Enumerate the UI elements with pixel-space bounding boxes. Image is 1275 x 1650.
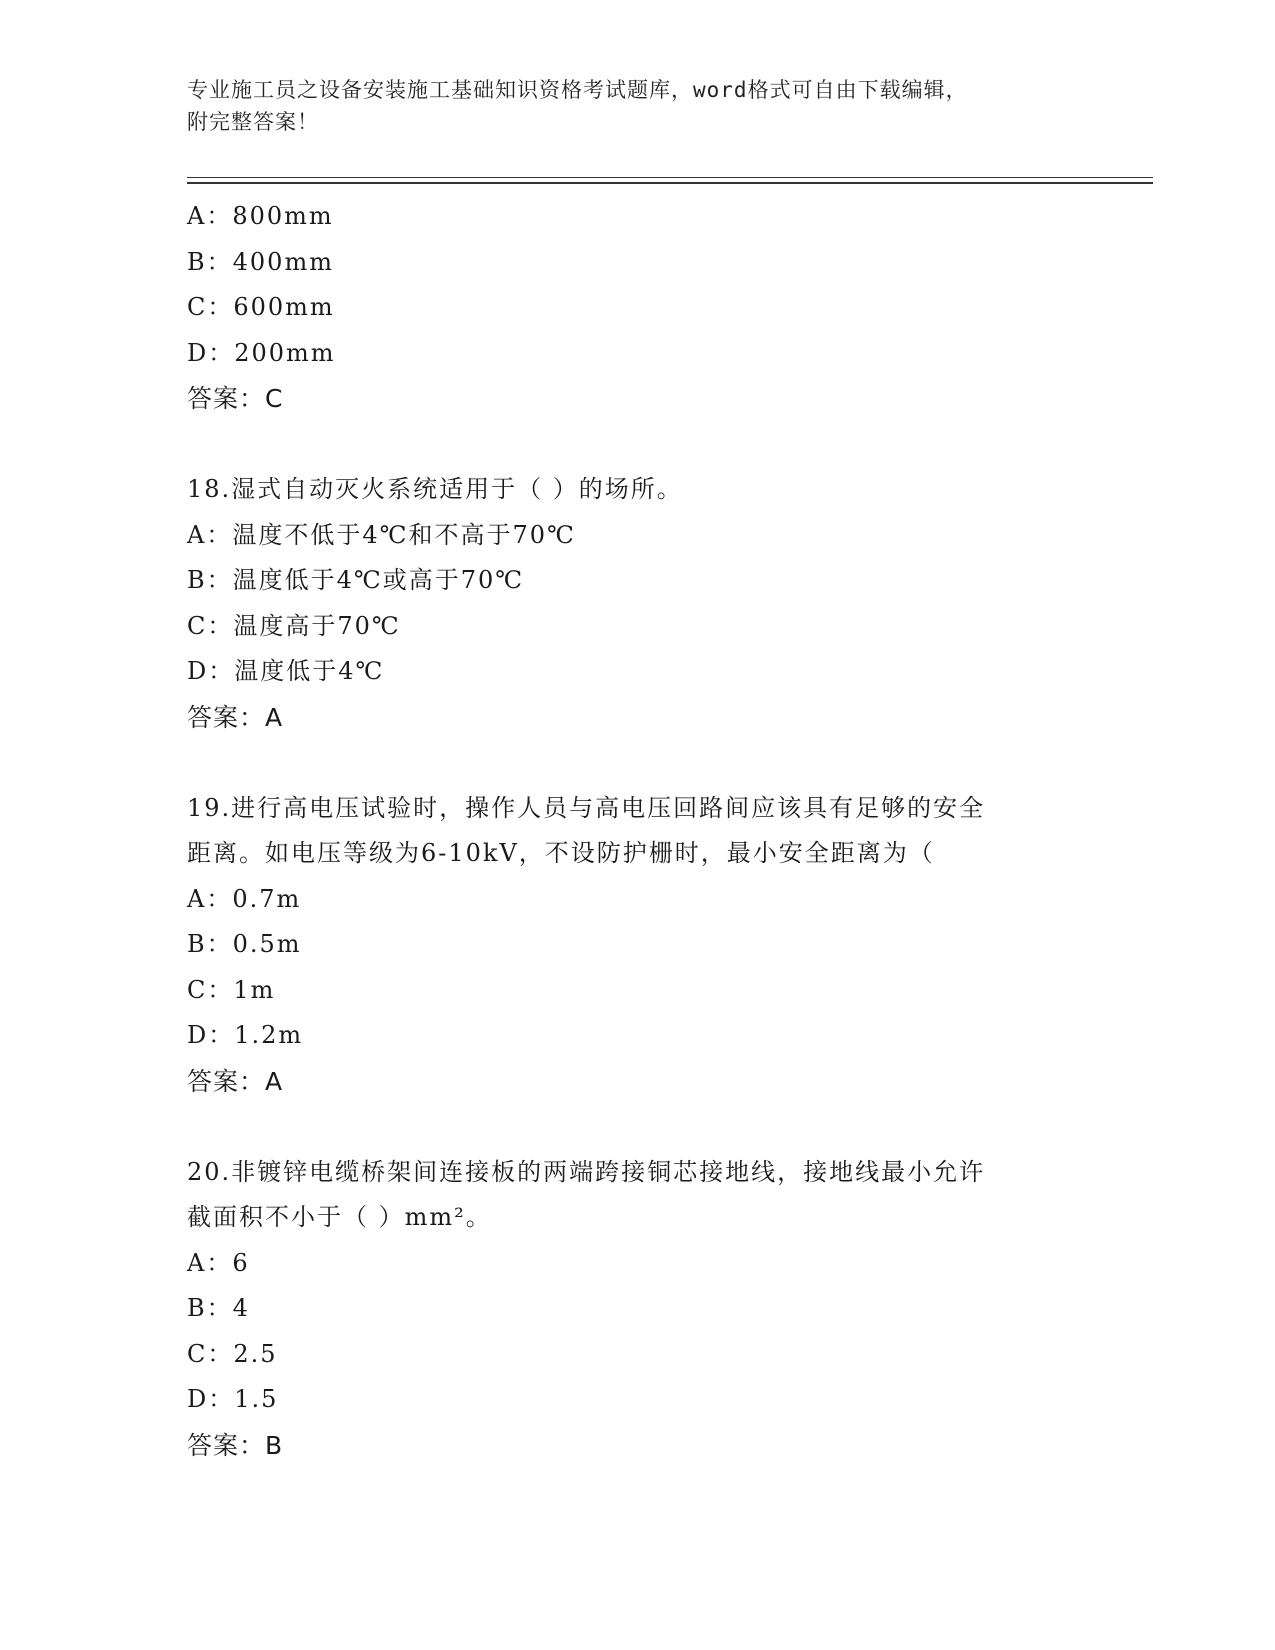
question-20-option-d: D：1.5 [187,1385,279,1413]
question-17-option-c: C：600mm [187,293,335,321]
page-header [187,74,1087,138]
question-20-stem-line-1: 20.非镀锌电缆桥架间连接板的两端跨接铜芯接地线，接地线最小允许 [187,1157,986,1186]
question-17-option-b: B：400mm [187,247,334,276]
question-18-option-d: D：温度低于4℃ [187,657,385,685]
question-17-option-a: A：800mm [187,202,334,230]
header-line-1: 专业施工员之设备安装施工基础知识资格考试题库，word格式可自由下载编辑， [187,78,968,102]
spacer [187,740,1087,786]
question-17-option-d: D：200mm [187,338,336,367]
question-18-block [187,467,1087,740]
spacer [187,1104,1087,1150]
header-divider-thin [187,177,1153,178]
header-line-2: 附完整答案！ [187,110,319,134]
question-19-stem-line-1: 19.进行高电压试验时，操作人员与高电压回路间应该具有足够的安全 [187,793,986,822]
question-20-option-b: B：4 [187,1294,250,1322]
question-20-stem-line-2: 截面积不小于（ ）mm²。 [187,1203,492,1231]
question-19-option-c: C：1m [187,975,276,1004]
question-19-answer: 答案：A [187,1066,284,1096]
question-list [187,194,1087,1468]
question-19-option-d: D：1.2m [187,1021,304,1049]
question-18-answer: 答案：A [187,702,284,732]
question-20-option-c: C：2.5 [187,1339,278,1368]
question-19-block [187,786,1087,1105]
header-divider-thick [187,182,1153,184]
question-19-option-b: B：0.5m [187,930,302,958]
question-18-option-b: B：温度低于4℃或高于70℃ [187,566,525,594]
question-20-option-a: A：6 [187,1248,250,1277]
question-20-block [187,1150,1087,1469]
question-20-answer: 答案：B [187,1430,284,1460]
question-19-option-a: A：0.7m [187,884,302,913]
question-18-stem: 18.湿式自动灭火系统适用于（ ）的场所。 [187,475,683,503]
question-18-option-a: A：温度不低于4℃和不高于70℃ [187,520,576,549]
spacer [187,422,1087,468]
question-17-block [187,194,1087,422]
question-18-option-c: C：温度高于70℃ [187,611,401,640]
question-19-stem-line-2: 距离。如电压等级为6-10kV，不设防护栅时，最小安全距离为（ [187,839,935,867]
question-17-answer: 答案：C [187,384,284,413]
